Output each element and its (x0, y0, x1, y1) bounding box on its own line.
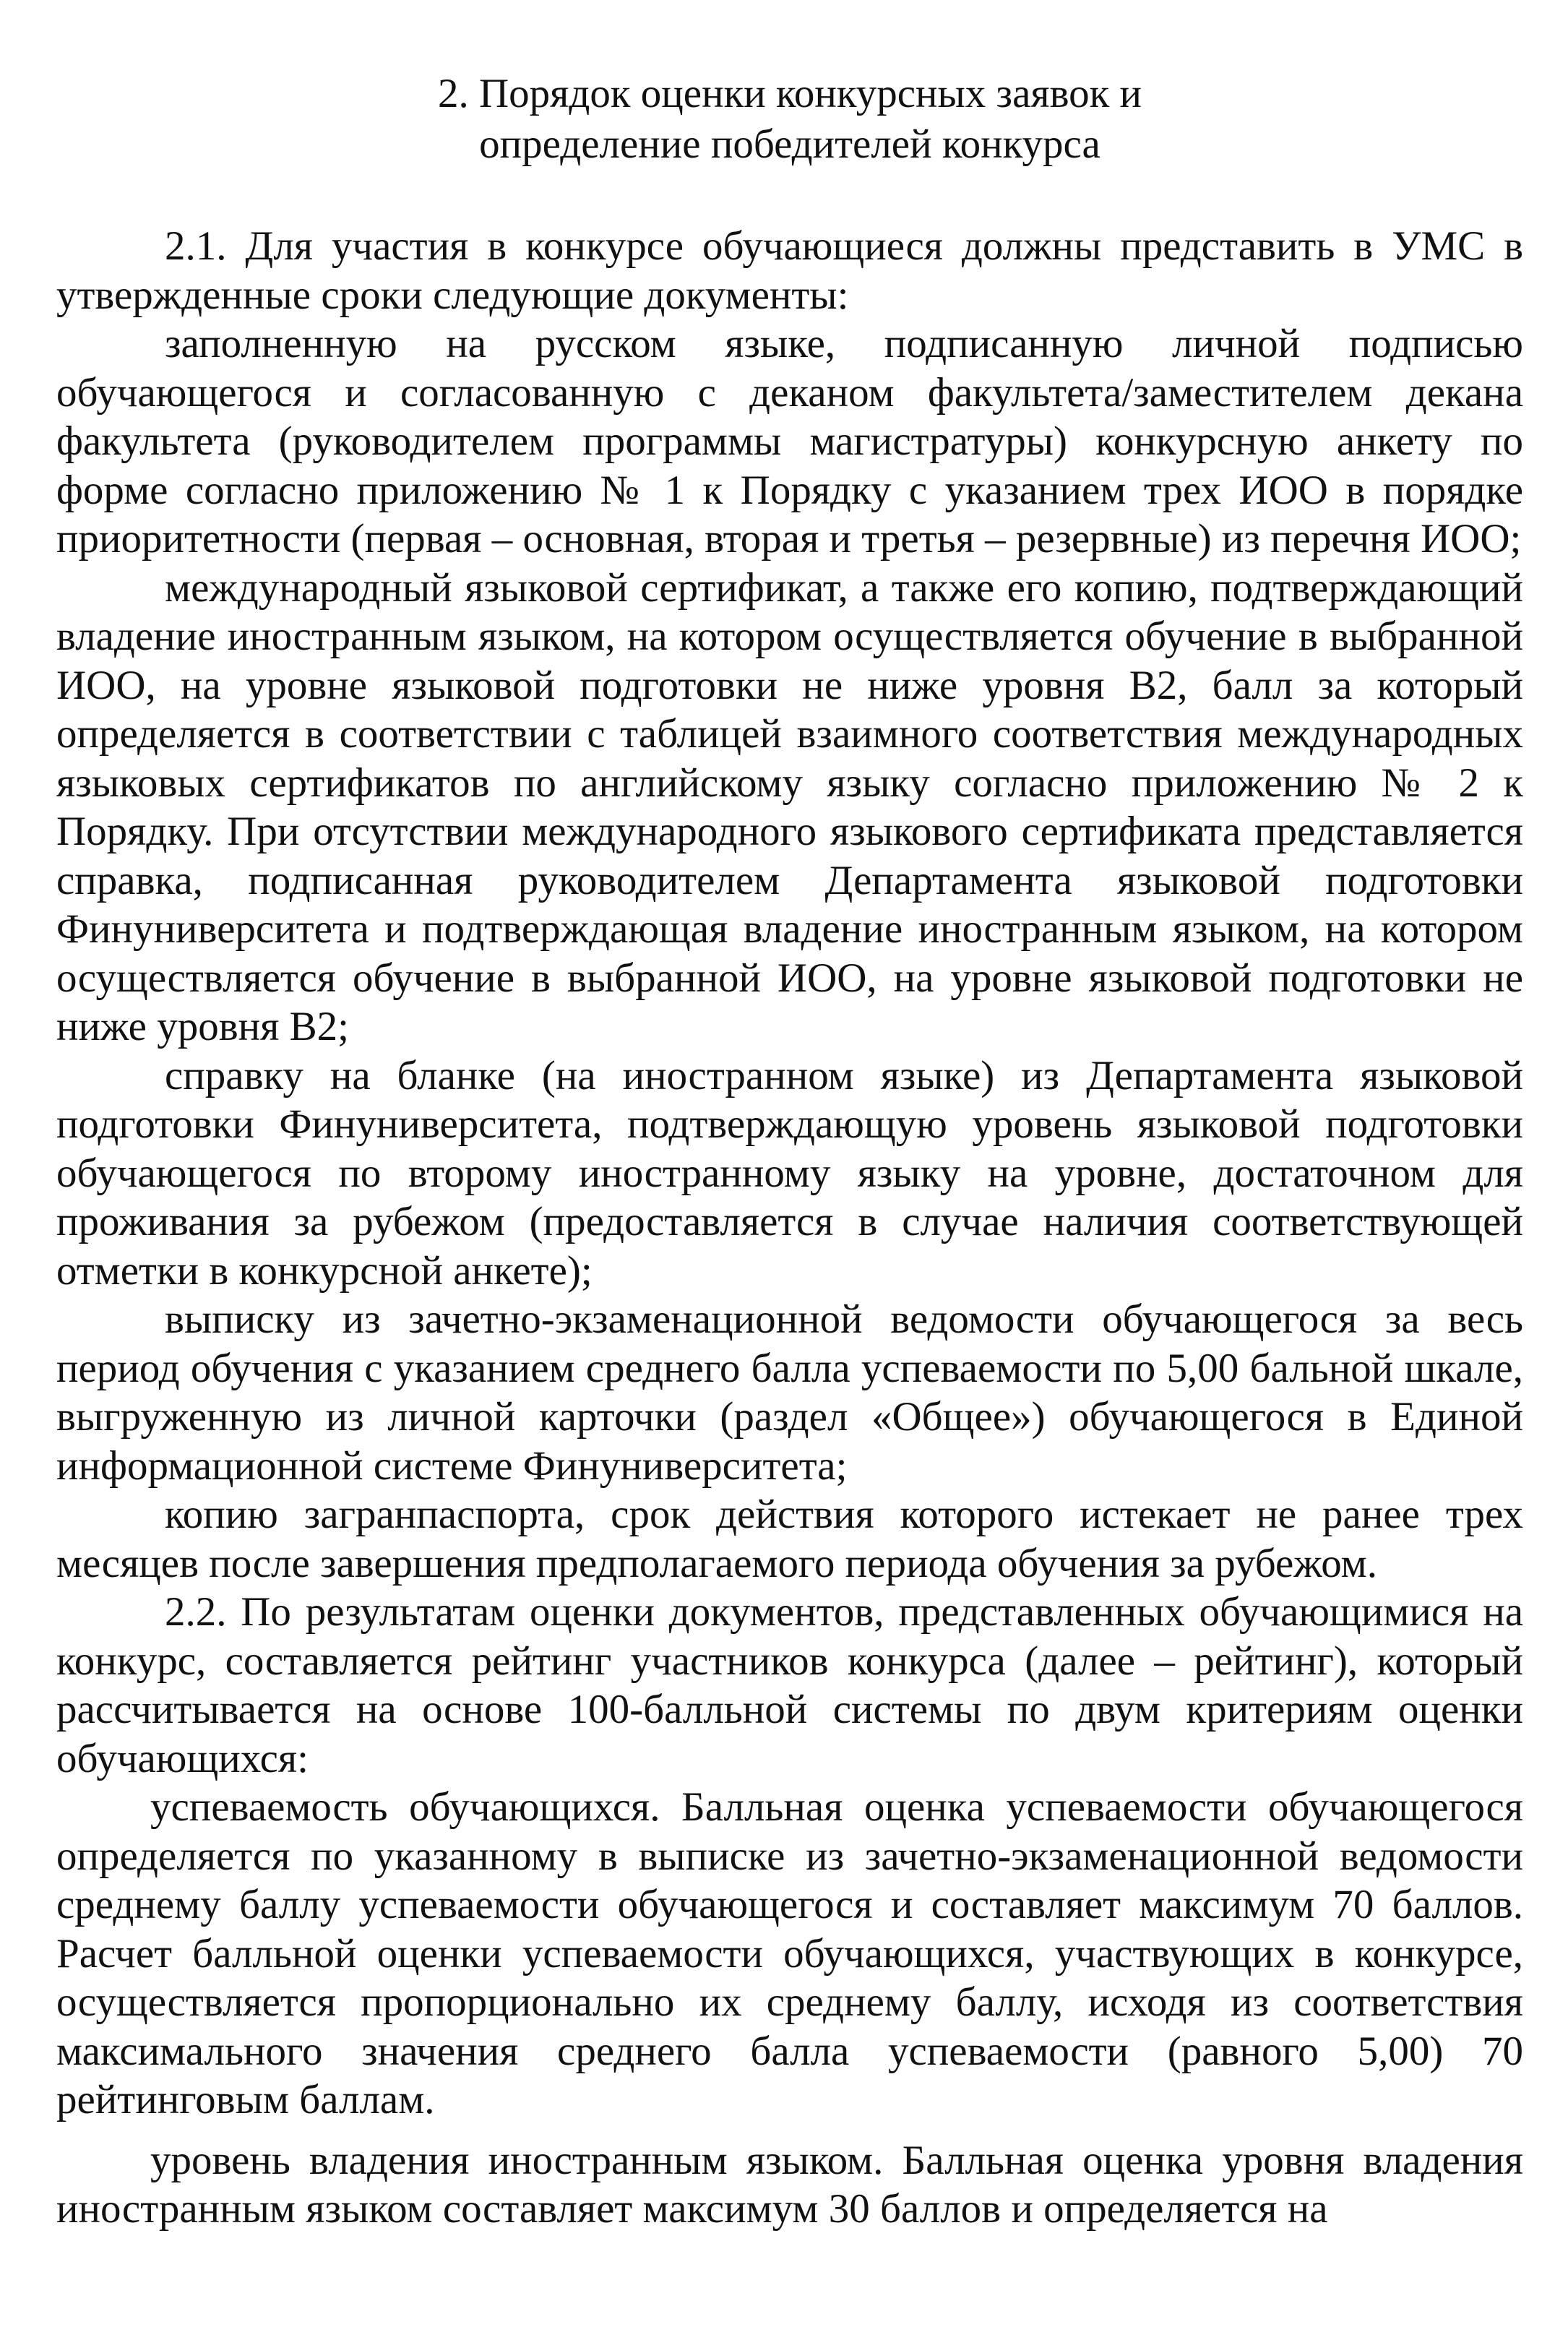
list-item-transcript: выписку из зачетно-экзаменационной ведомости обучающегося за весь период обучения с указанием среднего балла успеваемости по 5,00 бальной шкале, выгруженную из личной карточки (раздел «Общее») обучающегося в Единой информационной системе Финуниверситета; (56, 1296, 1523, 1489)
heading-line-1: 2. Порядок оценки конкурсных заявок и (437, 71, 1142, 116)
list-item-language-certificate: международный языковой сертификат, а также его копию, подтверждающий владение иностранным языком, на котором осуществляется обучение в выбранной ИОО, на уровне языковой подготовки не ниже уровня B2, балл за который определяется в соответствии с таблицей взаимного соответствия международных языковых сертификатов по английскому языку согласно приложению № 2 к Порядку. При отсутствии международного языкового сертификата представляется справка, подписанная руководителем Департамента языковой подготовки Финуниверситета и подтверждающая владение иностранным языком, на котором осуществляется обучение в выбранной ИОО, на уровне языковой подготовки не ниже уровня B2; (56, 564, 1523, 1049)
list-item-passport: копию загранпаспорта, срок действия которого истекает не ранее трех месяцев после завершения предполагаемого периода обучения за рубежом. (56, 1492, 1523, 1586)
section-heading (56, 69, 1523, 170)
criterion-language: уровень владения иностранным языком. Балльная оценка уровня владения иностранным языком составляет максимум 30 баллов и определяется на (56, 2137, 1523, 2232)
list-item-language-reference: справку на бланке (на иностранном языке) из Департамента языковой подготовки Финуниверситета, подтверждающую уровень языковой подготовки обучающегося по второму иностранному языку на уровне, достаточном для проживания за рубежом (предоставляется в случае наличия соответствующей отметки в конкурсной анкете); (56, 1052, 1523, 1294)
criterion-performance: успеваемость обучающихся. Балльная оценка успеваемости обучающегося определяется по указанному в выписке из зачетно-экзаменационной ведомости среднему баллу успеваемости обучающегося и составляет максимум 70 баллов. Расчет балльной оценки успеваемости обучающихся, участвующих в конкурсе, осуществляется пропорционально их среднему баллу, исходя из соответствия максимального значения среднего балла успеваемости (равного 5,00) 70 рейтинговым баллам. (56, 1784, 1523, 2122)
document-page (56, 69, 1523, 2234)
paragraph-2-1: 2.1. Для участия в конкурсе обучающиеся должны представить в УМС в утвержденные сроки следующие документы: (56, 223, 1523, 318)
paragraph-2-2: 2.2. По результатам оценки документов, представленных обучающимися на конкурс, составляется рейтинг участников конкурса (далее – рейтинг), который рассчитывается на основе 100-балльной системы по двум критериям оценки обучающихся: (56, 1589, 1523, 1781)
list-item-application-form: заполненную на русском языке, подписанную личной подписью обучающегося и согласованную с деканом факультета/заместителем декана факультета (руководителем программы магистратуры) конкурсную анкету по форме согласно приложению № 1 к Порядку с указанием трех ИОО в порядке приоритетности (первая – основная, вторая и третья – резервные) из перечня ИОО; (56, 321, 1523, 562)
heading-line-2: определение победителей конкурса (479, 121, 1100, 167)
